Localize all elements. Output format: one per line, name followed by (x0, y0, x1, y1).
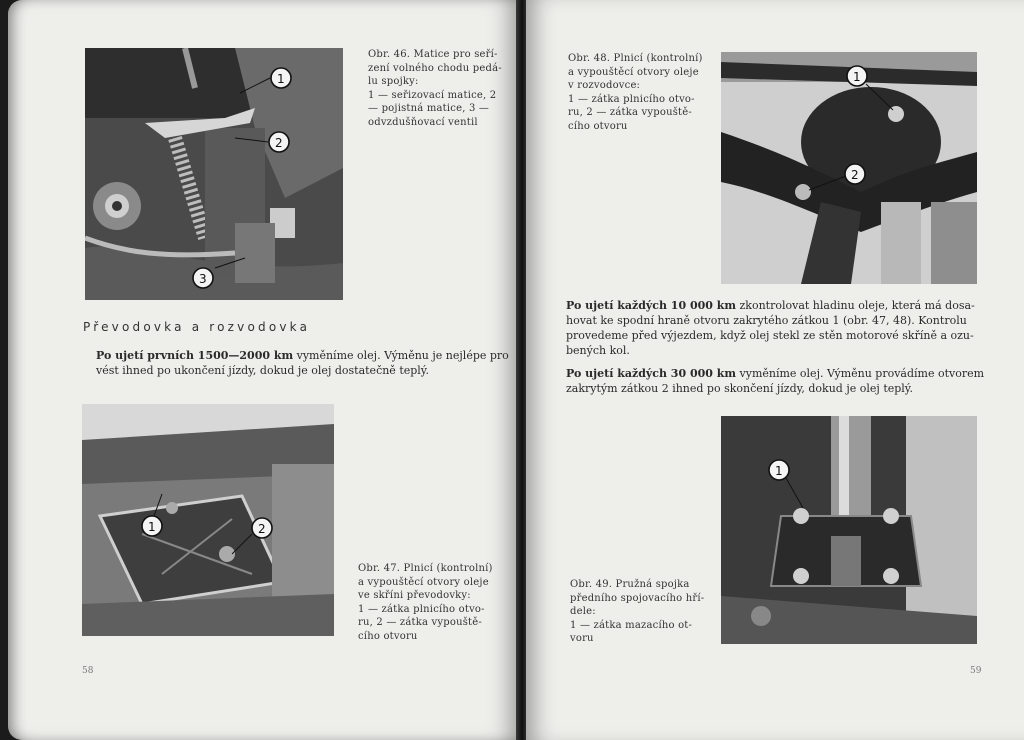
paragraph-line-2: hovat ke spodní hraně otvoru zakrytého zátkou 1 (obr. 47, 48). Kontrolu (566, 314, 967, 327)
caption-line: dele: (570, 606, 596, 617)
caption-line: odvzdušňovací ventil (368, 116, 478, 128)
paragraph-line-4: bených kol. (566, 344, 630, 357)
caption-line: zení volného chodu pedá- (368, 62, 502, 74)
figure-47-caption (358, 562, 493, 643)
figure-46-markers (85, 48, 343, 300)
caption-line: 1 — zátka mazacího ot- (570, 619, 693, 631)
figure-49-caption (570, 578, 704, 646)
figure-48-marker-2-label: 2 (851, 168, 859, 182)
paragraph-30000km (566, 366, 996, 396)
figure-49-marker-1-label: 1 (775, 464, 783, 478)
paragraph-line-1: vyměníme olej. Výměnu provádíme otvorem (736, 367, 985, 380)
paragraph-bold-lead: Po ujetí prvních 1500—2000 km (96, 349, 294, 362)
figure-47-marker-1-label: 1 (148, 520, 156, 534)
figure-48-marker-1-label: 1 (853, 70, 861, 84)
paragraph-line-3: provedeme před výjezdem, když olej stekl ze stěn motorové skříně a ozu- (566, 329, 974, 342)
page-number-left: 58 (82, 666, 94, 676)
section-heading: Převodovka a rozvodovka (83, 320, 311, 334)
paragraph-bold-lead: Po ujetí každých 30 000 km (566, 367, 737, 380)
figure-48-markers (721, 52, 977, 284)
caption-line: Obr. 46. Matice pro seří- (368, 49, 498, 60)
figure-47-marker-2-label: 2 (258, 522, 266, 536)
paragraph-line-1: zkontrolovat hladinu oleje, která má dosa- (736, 299, 975, 312)
paragraph-transmission (96, 348, 509, 378)
figure-46-marker-1-label: 1 (277, 72, 285, 86)
right-page (526, 0, 1024, 740)
paragraph-line-2: vést ihned po ukončení jízdy, dokud je olej dostatečně teplý. (96, 364, 430, 377)
figure-48-caption (568, 52, 703, 133)
caption-line: předního spojovacího hří- (570, 592, 705, 604)
caption-line: Obr. 48. Plnicí (kontrolní) (568, 53, 703, 64)
caption-line: lu spojky: (368, 76, 419, 87)
caption-line: 1 — zátka plnicího otvo- (568, 93, 695, 105)
caption-line: Obr. 47. Plnicí (kontrolní) (358, 563, 493, 574)
figure-47-markers (82, 404, 334, 636)
caption-line: a vypouštěcí otvory oleje (358, 576, 489, 588)
figure-46-marker-3-label: 3 (199, 272, 207, 286)
caption-line: voru (570, 633, 594, 644)
caption-line: cího otvoru (358, 630, 418, 642)
caption-line: cího otvoru (568, 120, 628, 132)
caption-line: ru, 2 — zátka vypouště- (358, 617, 482, 628)
figure-46-caption (368, 48, 502, 129)
paragraph-line-1: vyměníme olej. Výměnu je nejlépe pro (293, 349, 509, 362)
caption-line: 1 — zátka plnicího otvo- (358, 603, 485, 615)
page-number-right: 59 (970, 666, 982, 676)
paragraph-10000km (566, 298, 996, 358)
caption-line: a vypouštěcí otvory oleje (568, 66, 699, 78)
figure-46-marker-2-label: 2 (275, 136, 283, 150)
caption-line: ru, 2 — zátka vypouště- (568, 107, 692, 118)
caption-line: v rozvodovce: (568, 80, 641, 91)
caption-line: Obr. 49. Pružná spojka (570, 579, 690, 590)
left-page (8, 0, 518, 740)
caption-line: ve skříni převodovky: (358, 590, 471, 601)
caption-line: 1 — seřizovací matice, 2 (368, 89, 497, 101)
figure-49-markers (721, 416, 977, 644)
paragraph-line-2: zakrytým zátkou 2 ihned po skončení jízdy, dokud je olej teplý. (566, 382, 914, 395)
paragraph-bold-lead: Po ujetí každých 10 000 km (566, 299, 737, 312)
caption-line: — pojistná matice, 3 — (368, 103, 490, 114)
